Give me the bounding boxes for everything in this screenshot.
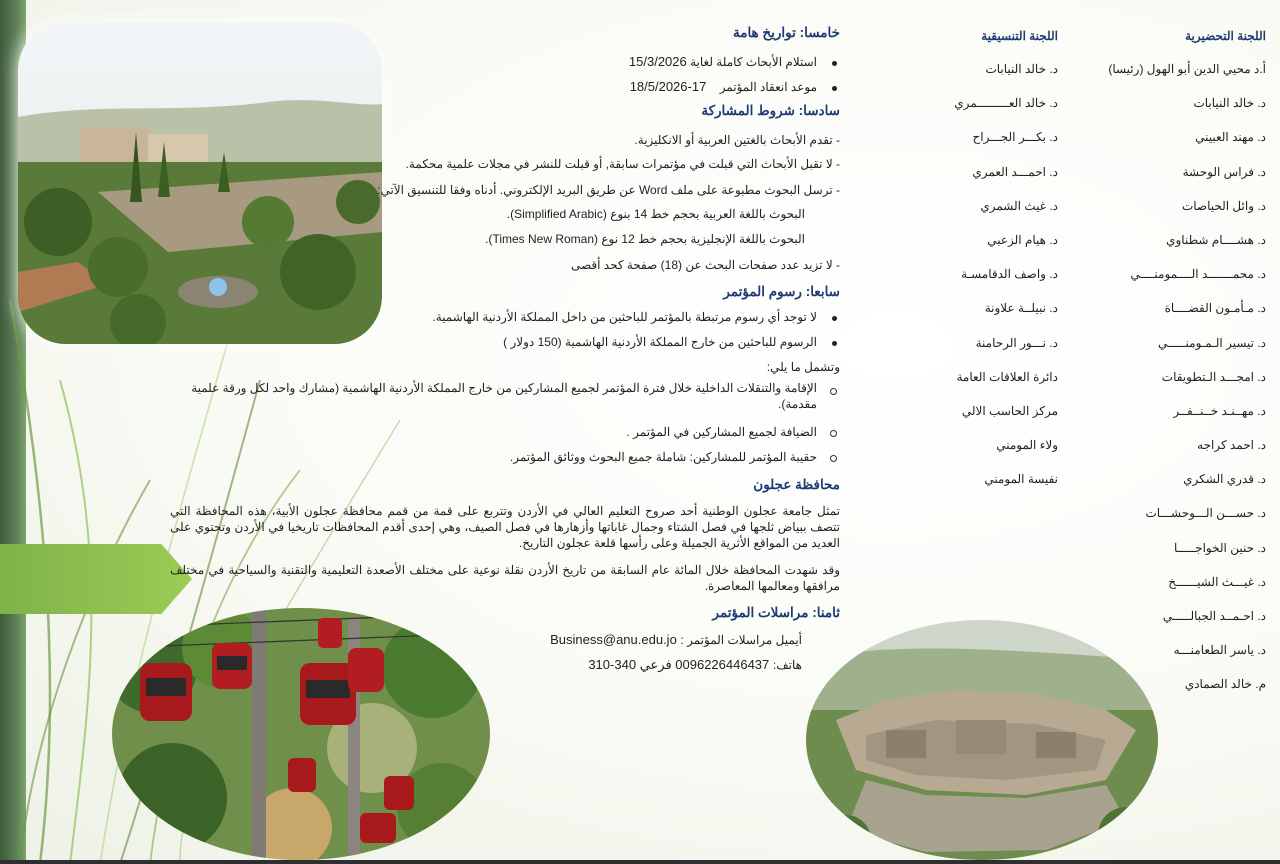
- list-item: ولاء المومني: [996, 438, 1058, 453]
- list-item: د. امجـــد الـتطويقات: [1161, 369, 1266, 384]
- list-item: د. فراس الوحشة: [1182, 164, 1266, 179]
- circle-bullet-icon: [830, 388, 837, 395]
- decorative-green-arrow: [0, 544, 192, 614]
- includes-item: الضيافة لجميع المشاركين في المؤتمر .: [626, 425, 817, 439]
- ajloun-paragraph: وقد شهدت المحافظة خلال المائة عام السابقة من تاريخ الأردن نقلة نوعية على مختلف الأصعدة التعليمية والتقنية والسياحية في مختلف مرافقها ومعالمها المعاصرة.: [170, 563, 840, 593]
- university-campus-photo: [18, 22, 382, 344]
- list-item: د. تيسير الـمـومنـــــي: [1157, 335, 1266, 350]
- contact-phone-line: [588, 657, 802, 673]
- date-value: 17-18/5/2026: [629, 79, 707, 94]
- bullet-icon: [832, 86, 837, 91]
- condition-line: البحوث باللغة العربية بحجم خط 14 بنوع (Simplified Arabic).: [506, 207, 805, 221]
- includes-item: حقيبة المؤتمر للمشاركين: شاملة جميع البحوث ووثائق المؤتمر.: [509, 450, 817, 464]
- circle-bullet-icon: [830, 455, 837, 462]
- list-item: د. خالد النيابات: [985, 62, 1058, 76]
- bullet-icon: [832, 61, 837, 66]
- contact-email-line: [550, 632, 802, 648]
- condition-line: - لا تزيد عدد صفحات البحث عن (18) صفحة كحد أقصى: [570, 258, 840, 272]
- list-item: د. ياسر الطعامنـــه: [1173, 643, 1266, 658]
- circle-bullet-icon: [830, 430, 837, 437]
- preparatory-committee-list: [1096, 61, 1266, 711]
- ajloun-paragraph: تمثل جامعة عجلون الوطنية أحد صروح التعليم العالي في الأردن وتتربع على قمة من قمم محافظة عجلون الأبية، هذه المحافظة التي تتصف ببياض ثلجها في فصل الشتاء وجمال غاباتها وأزهارها في فصل الصيف، وهي إحدى أقدم المحافظات تاريخيا في الأردن وتحتوي على العديد من المواقع الأثرية الجميلة وعلى رأسها قلعة عجلون التاريخ.: [170, 504, 840, 550]
- list-item: م. خالد الصمادي: [1184, 677, 1266, 692]
- section6-title: سادسا: شروط المشاركة: [701, 103, 840, 118]
- includes-label: وتشمل ما يلي:: [766, 360, 840, 374]
- coordinating-committee: [918, 28, 1058, 505]
- date-label: استلام الأبحاث كاملة لغاية: [690, 55, 817, 69]
- date-value: 15/3/2026: [628, 54, 687, 69]
- email-link[interactable]: Business@anu.edu.jo: [550, 632, 677, 647]
- fee-item: لا توجد أي رسوم مرتبطة بالمؤتمر للباحثين من داخل المملكة الأردنية الهاشمية.: [432, 310, 817, 324]
- section7-title: سابعا: رسوم المؤتمر: [723, 284, 840, 299]
- list-item: مركز الحاسب الالي: [961, 403, 1058, 418]
- bottom-border: [0, 860, 1280, 864]
- bullet-icon: [832, 341, 837, 346]
- phone-number: 0096226446437 فرعي 340-310: [588, 657, 770, 672]
- list-item: د. احمد كراجه: [1197, 438, 1266, 453]
- list-item: د. نبيلــة علاونة: [984, 301, 1058, 316]
- section5-title: خامسا: تواريخ هامة: [732, 25, 840, 40]
- list-item: د. واصف الدقامسـة: [961, 267, 1058, 282]
- date-item-conference: [630, 79, 817, 95]
- list-item: د. غيث الشمري: [980, 198, 1058, 213]
- list-item: د. خالد النيابات: [1193, 96, 1266, 111]
- list-item: د. مـأمـون القضــــاة: [1164, 301, 1266, 316]
- list-item: نفيسة المومني: [984, 472, 1058, 487]
- list-item: د. مهند العبيني: [1195, 130, 1266, 145]
- list-item: د. حســـن الـــوحشـــات: [1145, 506, 1266, 521]
- date-label: موعد انعقاد المؤتمر: [719, 80, 817, 94]
- list-item: أ.د محيي الدين أبو الهول (رئيسا): [1108, 62, 1266, 76]
- section8-title: ثامنا: مراسلات المؤتمر: [712, 605, 840, 620]
- list-item: د. محمـــــــد الــــمومنــــي: [1130, 267, 1266, 282]
- list-item: دائرة العلاقات العامة: [956, 369, 1058, 384]
- list-item: د. غيـــث الشيــــــخ: [1168, 574, 1266, 589]
- list-item: د. وائل الحياصات: [1181, 198, 1266, 213]
- list-item: د. مهــنـد خــنــفــر: [1173, 403, 1266, 418]
- includes-item: الإقامة والتنقلات الداخلية خلال فترة المؤتمر لجميع المشاركين من خارج المملكة الأردنية الهاشمية (مشارك واحد لكل ورقة علمية مقدمة).: [191, 381, 817, 411]
- list-item: د. احمـــد العمري: [972, 164, 1058, 179]
- condition-line: - تقدم الأبحاث بالغتين العربية أو الانكليزية.: [634, 133, 840, 147]
- ajloun-title: محافظة عجلون: [753, 477, 840, 492]
- coordinating-committee-list: [918, 61, 1058, 505]
- fee-item: الرسوم للباحثين من خارج المملكة الأردنية الهاشمية (150 دولار ): [503, 335, 817, 349]
- cable-car-photo: [112, 608, 490, 860]
- list-item: د. قدري الشكري: [1183, 472, 1266, 487]
- email-label: أيميل مراسلات المؤتمر :: [680, 633, 802, 647]
- list-item: د. خالد العـــــــــمري: [954, 96, 1058, 111]
- preparatory-committee-title: اللجنة التحضيرية: [1185, 29, 1266, 43]
- list-item: د. حنين الخواجـــــا: [1173, 540, 1266, 555]
- list-item: د. احـمــد الجبالـــــي: [1162, 609, 1266, 623]
- phone-label: هاتف:: [772, 658, 802, 672]
- condition-line: البحوث باللغة الإنجليزية بحجم خط 12 نوع (Times New Roman).: [485, 232, 805, 246]
- list-item: د. نـــور الرحامنة: [975, 335, 1058, 350]
- preparatory-committee: [1096, 28, 1266, 711]
- date-item-submission: [629, 54, 817, 70]
- list-item: د. هشــــام شطناوي: [1166, 232, 1266, 247]
- condition-line: - ترسل البحوث مطبوعة على ملف Word عن طريق البريد الإلكتروني. أدناه وفقا للتنسيق الآتي:: [377, 183, 840, 197]
- list-item: د. هيام الزعبي: [987, 232, 1058, 247]
- coordinating-committee-title: اللجنة التنسيقية: [981, 29, 1058, 43]
- list-item: د. بكـــر الجـــراح: [972, 130, 1058, 145]
- bullet-icon: [832, 316, 837, 321]
- condition-line: - لا تقبل الأبحاث التي قبلت في مؤتمرات سابقة, أو قبلت للنشر في مجلات علمية محكمة.: [405, 157, 840, 171]
